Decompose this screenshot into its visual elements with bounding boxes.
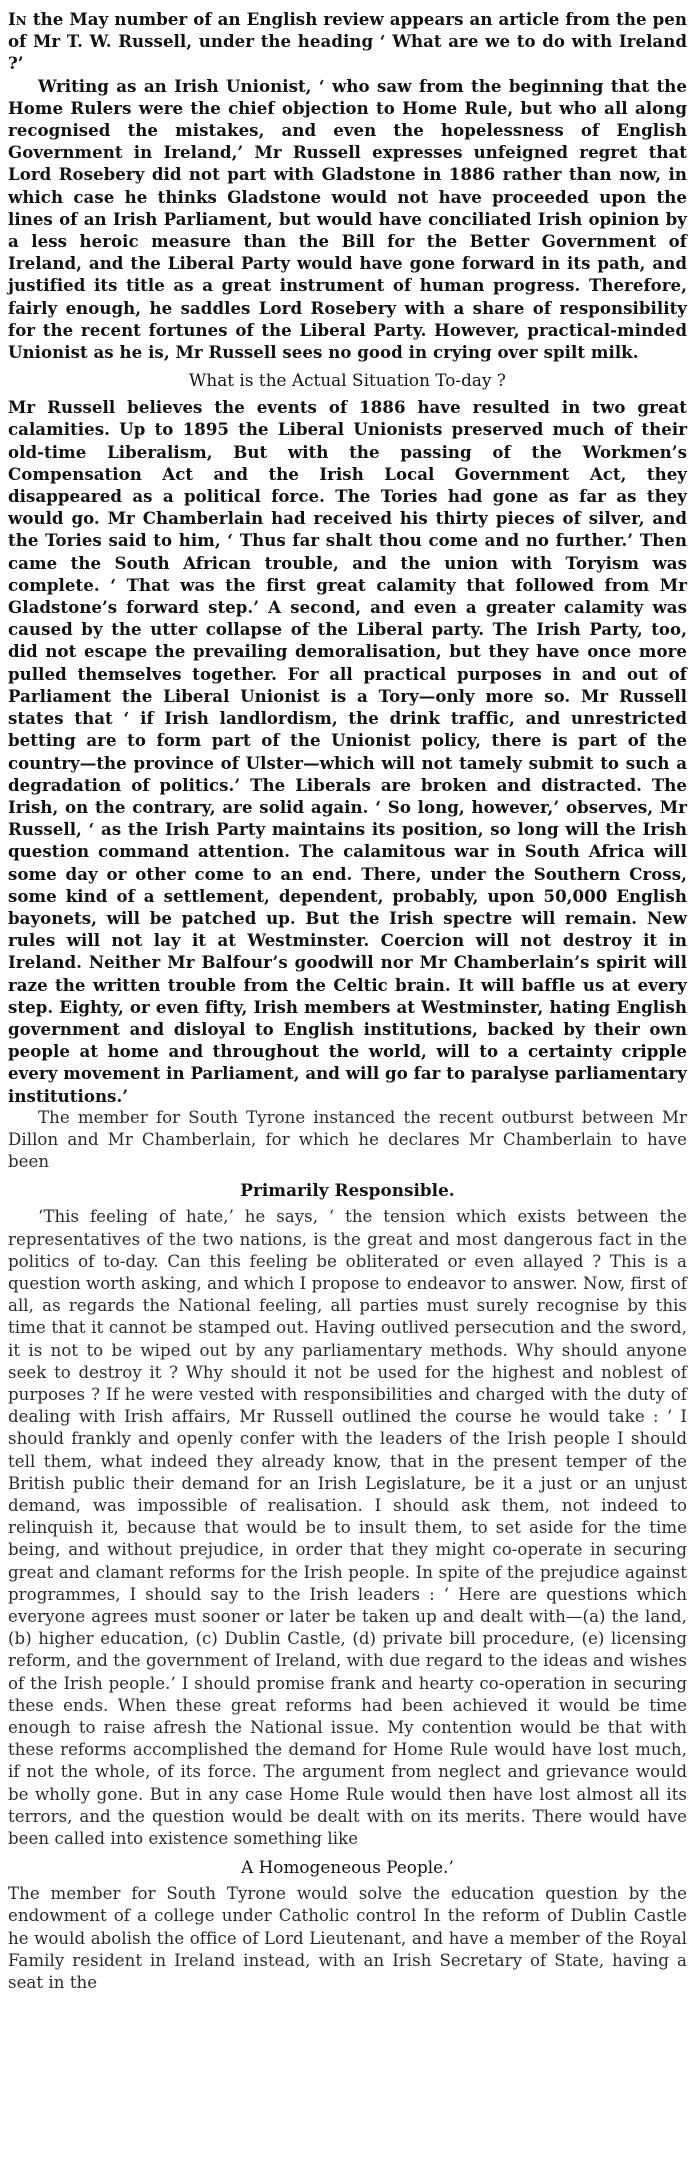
south-tyrone-paragraph: The member for South Tyrone instanced the recent outburst between Mr Dillon and Mr Chamberlain, for which he declares Mr Chamberlain to have been [8,1107,687,1172]
unionist-paragraph: Writing as an Irish Unionist, ‘ who saw from the beginning that the Home Rulers were the chief objection to Home Rule, but who all along recognised the mistakes, and even the hopelessness of English Government in Ireland,’ Mr Russell expresses unfeigned regret that Lord Rosebery did not part with Gladstone in 1886 rather than now, in which case he thinks Gladstone would not have proceeded upon the lines of an Irish Parliament, but would have conciliated Irish opinion by a less heroic measure than the Bill for the Better Government of Ireland, and the Liberal Party would have gone forward in its path, and justified its title as a great instrument of human progress. Therefore, fairly enough, he saddles Lord Rosebery with a share of responsibility for the recent fortunes of the Liberal Party. However, practical-minded Unionist as he is, Mr Russell sees no good in crying over spilt milk. [8,75,687,363]
section-heading-actual-situation: What is the Actual Situation To-day ? [189,370,506,391]
section-heading-homogeneous-people: A Homogeneous People.’ [241,1857,454,1878]
feeling-of-hate-paragraph: ‘This feeling of hate,’ he says, ‘ the tension which exists between the representatives of the two nations, is the great and most dangerous fact in the politics of to-day. Can this feeling be obliterated or even allayed ? This is a question worth asking, and which I propose to endeavor to answer. Now, first of all, as regards the National feeling, all parties must surely recognise by this time that it cannot be stamped out. Having outlived persecution and the sword, it is not to be wiped out by any parliamentary methods. Why should anyone seek to destroy it ? Why should it not be used for the highest and noblest of purposes ? If he were vested with responsibilities and charged with the duty of dealing with Irish affairs, Mr Russell outlined the course he would take : ‘ I should frankly and openly confer with the leaders of the Irish people I should tell them, what indeed they already know, that in the present temper of the British public their demand for an Irish Legislature, be it a just or an unjust demand, was impossible of realisation. I should ask them, not indeed to relinquish it, because that would be to insult them, to set aside for the time being, and without prejudice, in order that they might co-operate in securing great and clamant reforms for the Irish people. In spite of the prejudice against programmes, I should say to the Irish leaders : ‘ Here are questions which everyone agrees must sooner or later be taken up and dealt with—(a) the land, (b) higher education, (c) Dublin Castle, (d) private bill procedure, (e) licensing reform, and the government of Ireland, with due regard to the ideas and wishes of the Irish people.’ I should promise frank and hearty co-operation in securing these ends. When these great reforms had been achieved it would be time enough to raise afresh the National issue. My contention would be that with these reforms accomplished the demand for Home Rule would have lost much, if not the whole, of its force. The argument from neglect and grievance would be wholly gone. But in any case Home Rule would then have lost almost all its terrors, and the question would be dealt with on its merits. There would have been called into existence something like [8,1207,687,1849]
education-paragraph: The member for South Tyrone would solve the education question by the endowment of a college under Catholic control In the reform of Dublin Castle he would abolish the office of Lord Lieutenant, and have a member of the Royal Family resident in Ireland instead, with an Irish Secretary of State, having a seat in the [8,1884,687,1993]
intro-paragraph [8,8,687,75]
calamities-paragraph: Mr Russell believes the events of 1886 have resulted in two great calamities. Up to 1895 the Liberal Unionists preserved much of their old-time Liberalism, But with the passing of the Workmen’s Compensation Act and the Irish Local Government Act, they disappeared as a political force. The Tories had gone as far as they would go. Mr Chamberlain had received his thirty pieces of silver, and the Tories said to him, ‘ Thus far shalt thou come and no further.’ Then came the South African trouble, and the union with Toryism was complete. ‘ That was the first great calamity that followed from Mr Gladstone’s forward step.’ A second, and even a greater calamity was caused by the utter collapse of the Liberal party. The Irish Party, too, did not escape the prevailing demoralisation, but they have once more pulled themselves together. For all practical purposes in and out of Parliament the Liberal Unionist is a Tory—only more so. Mr Russell states that ‘ if Irish landlordism, the drink traffic, and unrestricted betting are to form part of the Unionist policy, there is part of the country—the province of Ulster—which will not tamely submit to such a degradation of politics.’ The Liberals are broken and distracted. The Irish, on the contrary, are solid again. ‘ So long, however,’ observes, Mr Russell, ‘ as the Irish Party maintains its position, so long will the Irish question command attention. The calamitous war in South Africa will some day or other come to an end. There, under the Southern Cross, some kind of a settlement, dependent, probably, upon 50,000 English bayonets, will be patched up. But the Irish spectre will remain. New rules will not lay it at Westminster. Coercion will not destroy it in Ireland. Neither Mr Balfour’s goodwill nor Mr Chamberlain’s spirit will raze the written trouble from the Celtic brain. It will baffle us at every step. Eighty, or even fifty, Irish members at Westminster, hating English government and disloyal to English institutions, backed by their own people at home and throughout the world, will to a certainty cripple every movement in Parliament, and will go far to paralyse parliamentary institutions.’ [8,397,687,1106]
section-heading-primarily-responsible: Primarily Responsible. [240,1180,455,1201]
intro-text: the May number of an English review appears an article from the pen of Mr T. W. Russell, under the heading ‘ What are we to do with Ireland ?’ [8,9,687,74]
drop-cap: In [8,9,27,29]
